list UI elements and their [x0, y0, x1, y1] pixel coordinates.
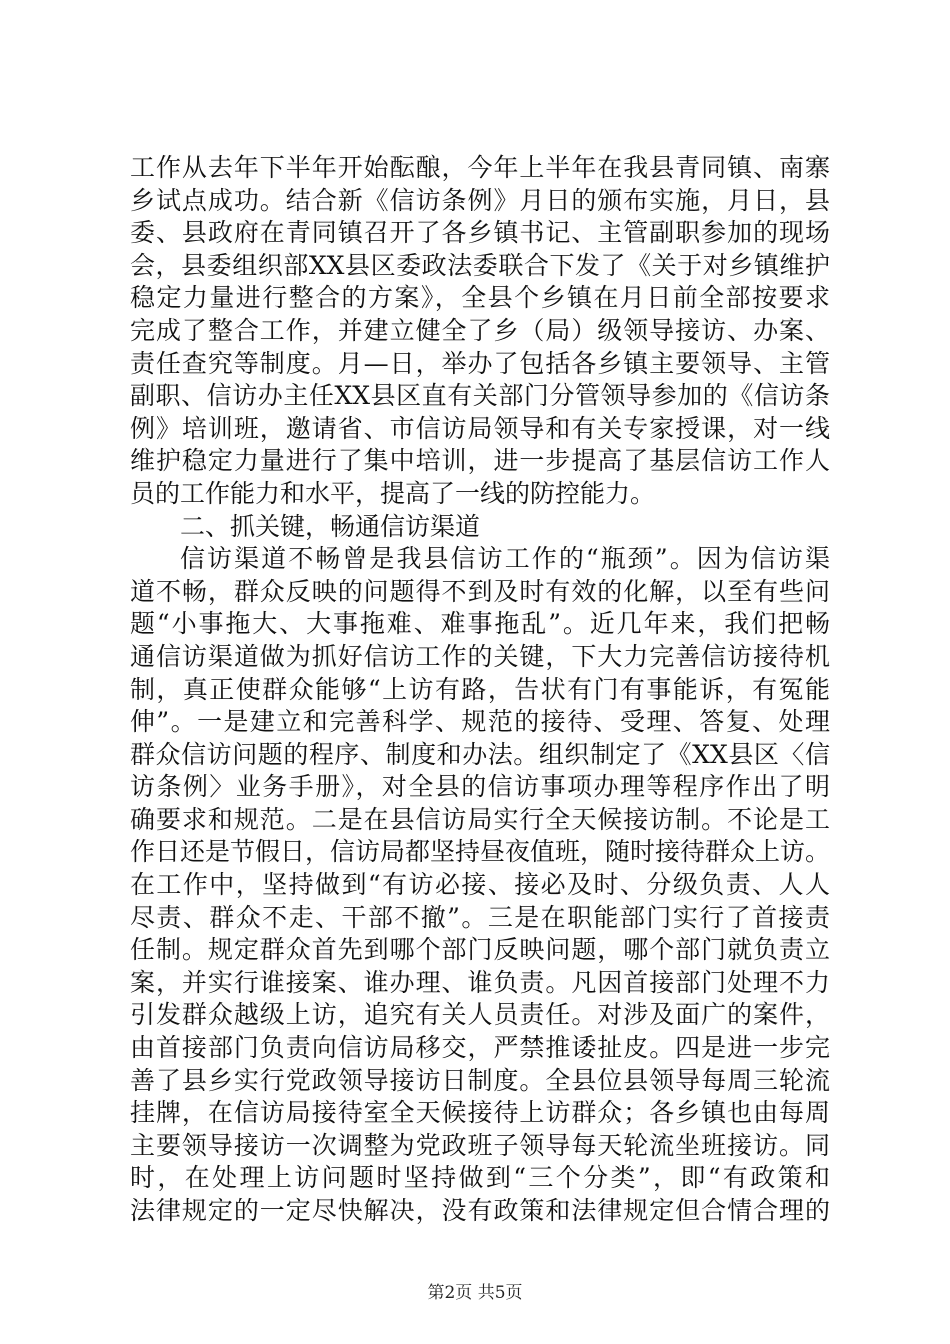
document-body	[130, 152, 830, 1228]
text-line: 群众信访问题的程序、制度和办法。组织制定了《XX县区〈信	[130, 739, 830, 769]
paragraph-1	[130, 152, 830, 511]
text-line: 会，县委组织部XX县区委政法委联合下发了《关于对乡镇维护	[130, 250, 830, 280]
text-line: 责任查究等制度。月—日，举办了包括各乡镇主要领导、主管	[130, 348, 830, 378]
text-line: 善了县乡实行党政领导接访日制度。全县位县领导每周三轮流	[130, 1065, 830, 1095]
text-line: 引发群众越级上访，追究有关人员责任。对涉及面广的案件，	[130, 1000, 830, 1030]
text-line: 完成了整合工作，并建立健全了乡（局）级领导接访、办案、	[130, 315, 830, 345]
text-line: 稳定力量进行整合的方案》，全县个乡镇在月日前全部按要求	[130, 283, 830, 313]
text-line: 通信访渠道做为抓好信访工作的关键，下大力完善信访接待机	[130, 641, 830, 671]
text-line: 确要求和规范。二是在县信访局实行全天候接访制。不论是工	[130, 804, 830, 834]
text-line: 尽责、群众不走、干部不撤”。三是在职能部门实行了首接责	[130, 902, 830, 932]
text-line: 工作从去年下半年开始酝酿，今年上半年在我县青同镇、南寨	[130, 153, 830, 182]
text-line: 主要领导接访一次调整为党政班子领导每天轮流坐班接访。同	[130, 1130, 830, 1160]
text-line: 信访渠道不畅曾是我县信访工作的“瓶颈”。因为信访渠	[180, 544, 830, 574]
text-line: 访条例〉业务手册》，对全县的信访事项办理等程序作出了明	[130, 772, 830, 802]
text-line: 作日还是节假日，信访局都坚持昼夜值班，随时接待群众上访。	[130, 837, 830, 867]
text-line: 例》培训班，邀请省、市信访局领导和有关专家授课，对一线	[130, 413, 830, 443]
text-line: 挂牌，在信访局接待室全天候接待上访群众；各乡镇也由每周	[130, 1098, 830, 1128]
page-footer: 第2页 共5页	[427, 1283, 523, 1303]
text-line: 道不畅，群众反映的问题得不到及时有效的化解，以至有些问	[130, 576, 830, 606]
text-line: 伸”。一是建立和完善科学、规范的接待、受理、答复、处理	[130, 707, 830, 737]
text-line: 委、县政府在青同镇召开了各乡镇书记、主管副职参加的现场	[130, 218, 830, 248]
paragraph-2	[130, 543, 830, 1227]
text-line: 时，在处理上访问题时坚持做到“三个分类”，即“有政策和	[130, 1163, 830, 1193]
text-line: 案，并实行谁接案、谁办理、谁负责。凡因首接部门处理不力	[130, 967, 830, 997]
text-line: 任制。规定群众首先到哪个部门反映问题，哪个部门就负责立	[130, 935, 830, 965]
text-line: 法律规定的一定尽快解决，没有政策和法律规定但合情合理的	[130, 1196, 830, 1225]
text-line: 在工作中，坚持做到“有访必接、接必及时、分级负责、人人	[130, 870, 830, 900]
text-line: 副职、信访办主任XX县区直有关部门分管领导参加的《信访条	[130, 381, 830, 411]
text-line: 由首接部门负责向信访局移交，严禁推诿扯皮。四是进一步完	[130, 1033, 830, 1063]
text-line: 乡试点成功。结合新《信访条例》月日的颁布实施，月日，县	[130, 185, 830, 215]
text-line: 题“小事拖大、大事拖难、难事拖乱”。近几年来，我们把畅	[130, 609, 830, 639]
text-line: 维护稳定力量进行了集中培训，进一步提高了基层信访工作人	[130, 446, 830, 476]
text-line: 员的工作能力和水平，提高了一线的防控能力。	[130, 478, 656, 508]
section-heading: 二、抓关键，畅通信访渠道	[180, 511, 481, 541]
text-line: 制，真正使群众能够“上访有路，告状有门有事能诉，有冤能	[130, 674, 830, 704]
